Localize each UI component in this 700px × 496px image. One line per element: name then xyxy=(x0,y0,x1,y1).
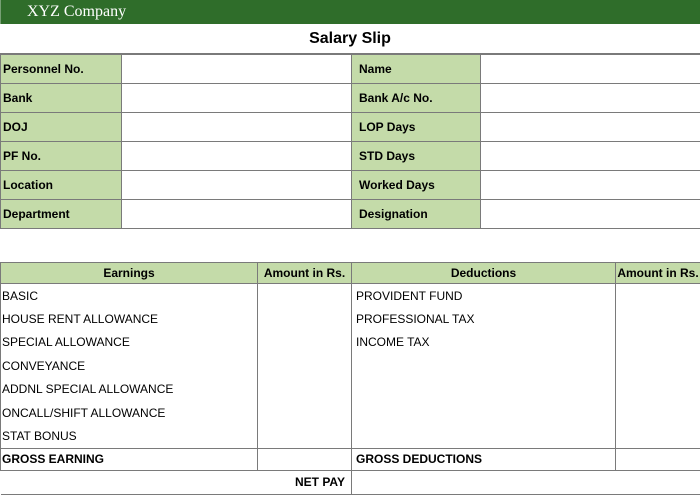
earning-item: HOUSE RENT ALLOWANCE xyxy=(1,307,258,331)
info-row xyxy=(1,171,700,200)
table-row xyxy=(1,354,700,378)
net-pay-row xyxy=(1,470,700,494)
row-marker-icon xyxy=(0,0,5,24)
info-value-pf-no[interactable] xyxy=(122,142,352,171)
table-row xyxy=(1,401,700,425)
earning-amount[interactable] xyxy=(258,378,352,402)
info-label-pf-no: PF No. xyxy=(1,142,122,171)
deductions-amount-header: Amount in Rs. xyxy=(616,263,700,284)
info-value-designation[interactable] xyxy=(481,200,700,229)
info-label-doj: DOJ xyxy=(1,113,122,142)
employee-info-table xyxy=(0,54,700,229)
gross-deductions-amount[interactable] xyxy=(616,448,700,470)
info-value-bank-ac-no[interactable] xyxy=(481,84,700,113)
earning-amount[interactable] xyxy=(258,354,352,378)
deduction-amount[interactable] xyxy=(616,331,700,355)
deduction-item-empty xyxy=(352,401,616,425)
deduction-amount[interactable] xyxy=(616,284,700,308)
deduction-amount[interactable] xyxy=(616,425,700,449)
earning-item: BASIC xyxy=(1,284,258,308)
info-label-name: Name xyxy=(352,55,481,84)
gross-earning-amount[interactable] xyxy=(258,448,352,470)
table-row xyxy=(1,307,700,331)
info-label-worked-days: Worked Days xyxy=(352,171,481,200)
deductions-header: Deductions xyxy=(352,263,616,284)
info-value-location[interactable] xyxy=(122,171,352,200)
info-label-department: Department xyxy=(1,200,122,229)
info-label-designation: Designation xyxy=(352,200,481,229)
info-row xyxy=(1,142,700,171)
info-label-bank-ac-no: Bank A/c No. xyxy=(352,84,481,113)
gross-row xyxy=(1,448,700,470)
info-row xyxy=(1,55,700,84)
deduction-item-empty xyxy=(352,354,616,378)
slip-title: Salary Slip xyxy=(0,24,700,54)
deduction-item-empty xyxy=(352,378,616,402)
info-value-lop-days[interactable] xyxy=(481,113,700,142)
info-value-name[interactable] xyxy=(481,55,700,84)
earning-item: STAT BONUS xyxy=(1,425,258,449)
company-name: XYZ Company xyxy=(27,3,127,20)
earnings-header: Earnings xyxy=(1,263,258,284)
info-label-location: Location xyxy=(1,171,122,200)
info-value-department[interactable] xyxy=(122,200,352,229)
info-value-personnel-no[interactable] xyxy=(122,55,352,84)
earnings-deductions-table xyxy=(0,262,700,495)
info-row xyxy=(1,200,700,229)
info-value-worked-days[interactable] xyxy=(481,171,700,200)
deduction-item-empty xyxy=(352,425,616,449)
deduction-amount[interactable] xyxy=(616,354,700,378)
info-row xyxy=(1,113,700,142)
earnings-amount-header: Amount in Rs. xyxy=(258,263,352,284)
earning-amount[interactable] xyxy=(258,331,352,355)
deduction-amount[interactable] xyxy=(616,401,700,425)
info-value-bank[interactable] xyxy=(122,84,352,113)
earning-amount[interactable] xyxy=(258,307,352,331)
company-banner xyxy=(0,0,700,24)
info-row xyxy=(1,84,700,113)
table-row xyxy=(1,425,700,449)
gross-deductions-label: GROSS DEDUCTIONS xyxy=(352,448,616,470)
info-label-personnel-no: Personnel No. xyxy=(1,55,122,84)
deduction-item: PROFESSIONAL TAX xyxy=(352,307,616,331)
table-row xyxy=(1,378,700,402)
earning-item: ONCALL/SHIFT ALLOWANCE xyxy=(1,401,258,425)
earning-item: CONVEYANCE xyxy=(1,354,258,378)
info-value-std-days[interactable] xyxy=(481,142,700,171)
deduction-amount[interactable] xyxy=(616,378,700,402)
info-label-std-days: STD Days xyxy=(352,142,481,171)
gross-earning-label: GROSS EARNING xyxy=(1,448,258,470)
deduction-amount[interactable] xyxy=(616,307,700,331)
pay-header-row xyxy=(1,263,700,284)
net-pay-label: NET PAY xyxy=(1,470,352,494)
table-row xyxy=(1,331,700,355)
earning-amount[interactable] xyxy=(258,425,352,449)
info-label-bank: Bank xyxy=(1,84,122,113)
earning-amount[interactable] xyxy=(258,401,352,425)
earning-item: SPECIAL ALLOWANCE xyxy=(1,331,258,355)
deduction-item: INCOME TAX xyxy=(352,331,616,355)
earning-item: ADDNL SPECIAL ALLOWANCE xyxy=(1,378,258,402)
earning-amount[interactable] xyxy=(258,284,352,308)
deduction-item: PROVIDENT FUND xyxy=(352,284,616,308)
info-value-doj[interactable] xyxy=(122,113,352,142)
info-label-lop-days: LOP Days xyxy=(352,113,481,142)
net-pay-amount[interactable] xyxy=(352,470,700,494)
table-row xyxy=(1,284,700,308)
